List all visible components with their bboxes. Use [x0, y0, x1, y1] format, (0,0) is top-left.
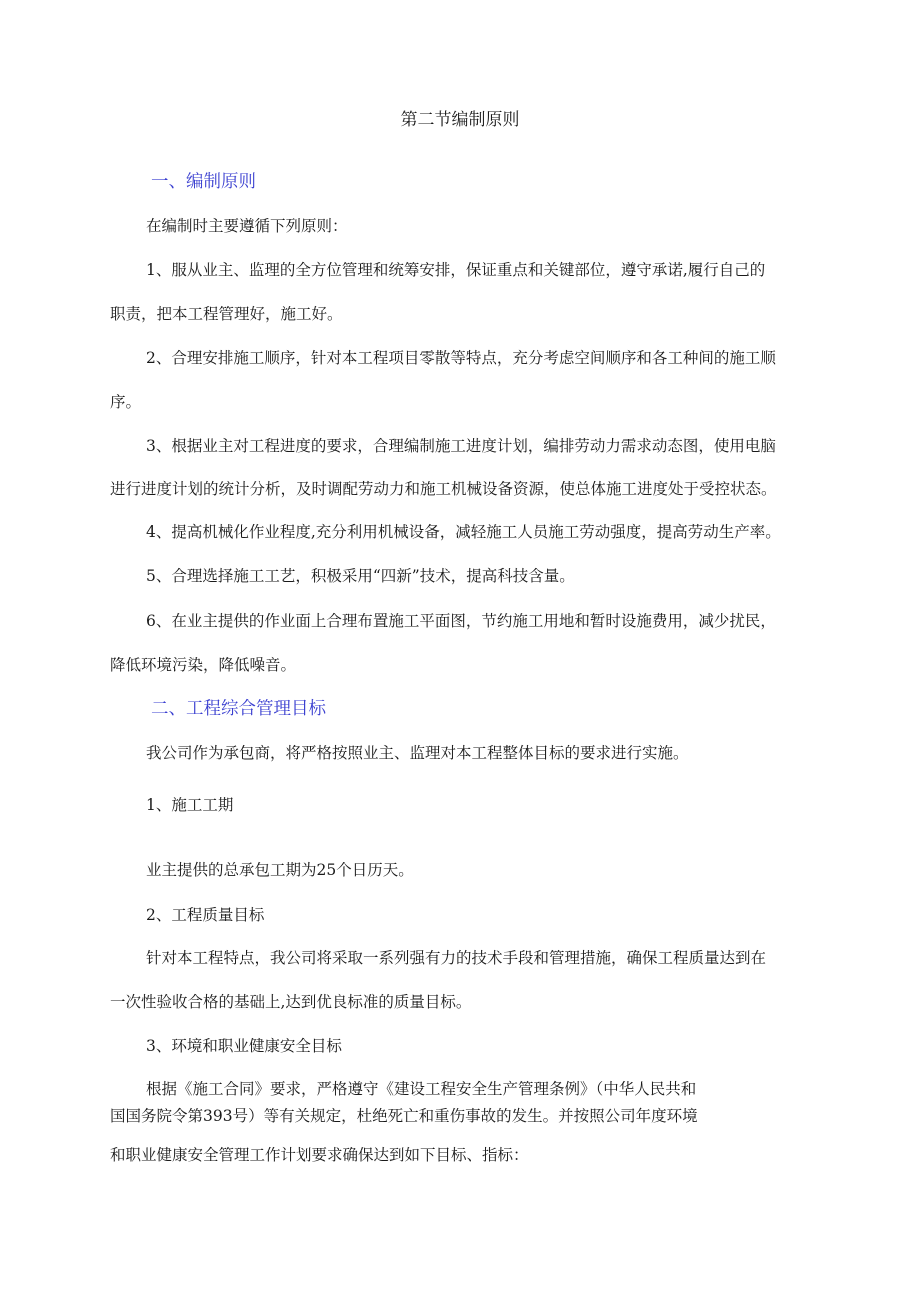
principle-3-line-1: 3、根据业主对工程进度的要求，合理编制施工进度计划，编排劳动力需求动态图，使用电脑 [146, 437, 776, 455]
principle-5-line-1: 5、合理选择施工工艺，积极采用“四新”技术，提高科技含量。 [146, 567, 575, 585]
section-intro-1: 在编制时主要遵循下列原则： [146, 217, 348, 235]
section-heading-2: 二、工程综合管理目标 [151, 699, 326, 719]
goal-3-body-line-2: 国国务院令第393号）等有关规定，杜绝死亡和重伤事故的发生。并按照公司年度环境 [110, 1107, 698, 1125]
goal-1-body-line-1: 业主提供的总承包工期为25个日历天。 [146, 861, 414, 879]
goal-2-body-line-2: 一次性验收合格的基础上,达到优良标准的质量目标。 [110, 993, 472, 1011]
principle-1-line-1: 1、服从业主、监理的全方位管理和统筹安排，保证重点和关键部位，遵守承诺,履行自己的 [146, 261, 766, 279]
goal-3-body-line-1: 根据《施工合同》要求，严格遵守《建设工程安全生产管理条例》（中华人民共和 [146, 1080, 697, 1098]
principle-6-line-1: 6、在业主提供的作业面上合理布置施工平面图，节约施工用地和暂时设施费用，减少扰民， [146, 612, 776, 630]
principle-6-line-2: 降低环境污染，降低噪音。 [110, 656, 297, 674]
page-title: 第二节编制原则 [400, 110, 520, 130]
principle-1-line-2: 职责，把本工程管理好，施工好。 [110, 305, 343, 323]
principle-4-line-1: 4、提高机械化作业程度,充分利用机械设备，减轻施工人员施工劳动强度，提高劳动生产率。 [146, 523, 781, 541]
principle-2-line-2: 序。 [110, 393, 142, 411]
section-heading-1: 一、编制原则 [151, 172, 256, 192]
principle-3-line-2: 进行进度计划的统计分析，及时调配劳动力和施工机械设备资源，使总体施工进度处于受控状态。 [110, 480, 777, 498]
goal-3-title: 3、环境和职业健康安全目标 [146, 1037, 342, 1055]
goal-2-title: 2、工程质量目标 [146, 906, 265, 924]
principle-2-line-1: 2、合理安排施工顺序，针对本工程项目零散等特点，充分考虑空间顺序和各工种间的施工顺 [146, 349, 776, 367]
goal-3-body-line-3: 和职业健康安全管理工作计划要求确保达到如下目标、指标： [110, 1146, 529, 1164]
section-intro-2: 我公司作为承包商，将严格按照业主、监理对本工程整体目标的要求进行实施。 [146, 744, 689, 762]
goal-2-body-line-1: 针对本工程特点，我公司将采取一系列强有力的技术手段和管理措施，确保工程质量达到在 [146, 949, 767, 967]
goal-1-title: 1、施工工期 [146, 796, 234, 814]
